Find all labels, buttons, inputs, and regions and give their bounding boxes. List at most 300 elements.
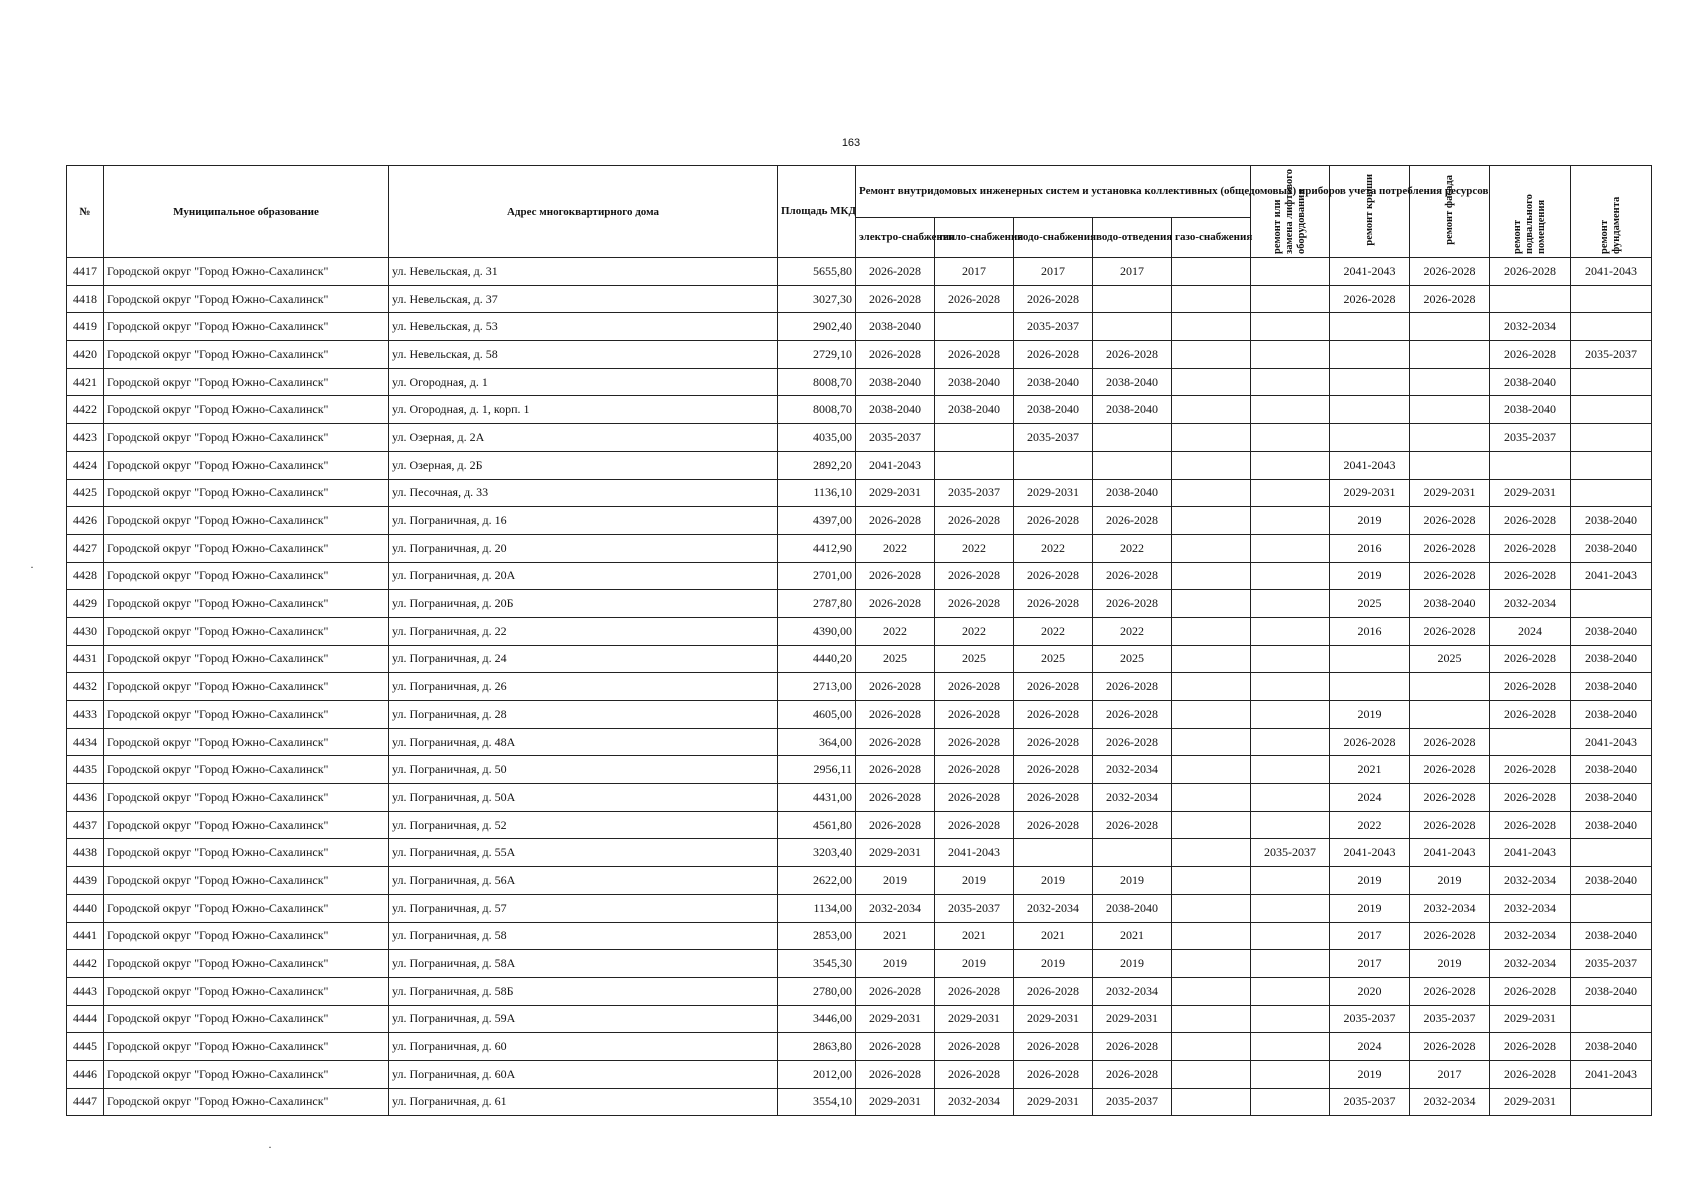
cell-foundation: 2038-2040	[1571, 977, 1652, 1005]
cell-heat: 2026-2028	[935, 811, 1014, 839]
cell-lift	[1251, 285, 1330, 313]
cell-facade: 2026-2028	[1410, 811, 1490, 839]
cell-water: 2026-2028	[1014, 673, 1093, 701]
cell-sewer: 2026-2028	[1093, 1060, 1172, 1088]
cell-gas	[1172, 756, 1251, 784]
cell-basement: 2026-2028	[1490, 341, 1571, 369]
cell-basement	[1490, 285, 1571, 313]
table-row	[67, 784, 1652, 812]
header-address: Адрес многоквартирного дома	[389, 166, 778, 258]
cell-municipality: Городской округ "Город Южно-Сахалинск"	[104, 313, 389, 341]
cell-gas	[1172, 673, 1251, 701]
cell-sewer: 2038-2040	[1093, 368, 1172, 396]
cell-heat: 2032-2034	[935, 1088, 1014, 1116]
cell-electric: 2026-2028	[856, 673, 935, 701]
cell-water: 2035-2037	[1014, 313, 1093, 341]
cell-electric: 2025	[856, 645, 935, 673]
cell-gas	[1172, 562, 1251, 590]
cell-facade	[1410, 673, 1490, 701]
cell-lift	[1251, 756, 1330, 784]
cell-foundation: 2038-2040	[1571, 811, 1652, 839]
cell-sewer: 2026-2028	[1093, 728, 1172, 756]
cell-water	[1014, 839, 1093, 867]
cell-water: 2029-2031	[1014, 1088, 1093, 1116]
cell-area: 2787,80	[778, 590, 856, 618]
cell-water: 2026-2028	[1014, 1033, 1093, 1061]
cell-address: ул. Пограничная, д. 52	[389, 811, 778, 839]
cell-electric: 2038-2040	[856, 396, 935, 424]
cell-foundation: 2041-2043	[1571, 728, 1652, 756]
cell-num: 4436	[67, 784, 104, 812]
cell-gas	[1172, 784, 1251, 812]
cell-basement: 2029-2031	[1490, 1005, 1571, 1033]
cell-sewer: 2022	[1093, 534, 1172, 562]
cell-address: ул. Пограничная, д. 22	[389, 617, 778, 645]
cell-sewer: 2038-2040	[1093, 479, 1172, 507]
cell-gas	[1172, 396, 1251, 424]
cell-area: 4431,00	[778, 784, 856, 812]
cell-facade	[1410, 701, 1490, 729]
cell-num: 4442	[67, 950, 104, 978]
cell-foundation: 2038-2040	[1571, 534, 1652, 562]
cell-num: 4443	[67, 977, 104, 1005]
cell-electric: 2032-2034	[856, 894, 935, 922]
cell-water: 2026-2028	[1014, 701, 1093, 729]
cell-facade: 2026-2028	[1410, 977, 1490, 1005]
cell-water	[1014, 451, 1093, 479]
cell-basement: 2032-2034	[1490, 867, 1571, 895]
cell-heat: 2026-2028	[935, 590, 1014, 618]
cell-foundation	[1571, 313, 1652, 341]
cell-roof: 2019	[1330, 867, 1410, 895]
cell-address: ул. Озерная, д. 2А	[389, 424, 778, 452]
cell-address: ул. Пограничная, д. 55А	[389, 839, 778, 867]
cell-area: 8008,70	[778, 396, 856, 424]
header-basement-label: ремонт подвального помещения	[1512, 194, 1548, 254]
header-facade	[1410, 166, 1490, 258]
cell-gas	[1172, 728, 1251, 756]
cell-foundation	[1571, 1088, 1652, 1116]
table-row	[67, 977, 1652, 1005]
cell-foundation: 2035-2037	[1571, 950, 1652, 978]
scan-speck: ·	[268, 1140, 272, 1154]
cell-heat: 2026-2028	[935, 507, 1014, 535]
cell-heat: 2017	[935, 258, 1014, 286]
cell-foundation: 2038-2040	[1571, 922, 1652, 950]
cell-basement: 2026-2028	[1490, 811, 1571, 839]
cell-roof: 2026-2028	[1330, 728, 1410, 756]
cell-heat: 2038-2040	[935, 368, 1014, 396]
cell-water: 2022	[1014, 617, 1093, 645]
cell-heat: 2029-2031	[935, 1005, 1014, 1033]
header-foundation-label: ремонт фундамента	[1599, 196, 1623, 254]
cell-municipality: Городской округ "Город Южно-Сахалинск"	[104, 756, 389, 784]
cell-lift	[1251, 368, 1330, 396]
cell-gas	[1172, 1060, 1251, 1088]
cell-area: 4412,90	[778, 534, 856, 562]
cell-municipality: Городской округ "Город Южно-Сахалинск"	[104, 1005, 389, 1033]
cell-address: ул. Невельская, д. 58	[389, 341, 778, 369]
header-roof-label: ремонт крыши	[1363, 174, 1375, 246]
cell-lift	[1251, 673, 1330, 701]
cell-roof: 2016	[1330, 534, 1410, 562]
cell-basement: 2026-2028	[1490, 507, 1571, 535]
table-row	[67, 756, 1652, 784]
cell-num: 4434	[67, 728, 104, 756]
cell-lift	[1251, 258, 1330, 286]
table-row	[67, 368, 1652, 396]
cell-area: 4397,00	[778, 507, 856, 535]
cell-roof: 2019	[1330, 507, 1410, 535]
cell-sewer: 2029-2031	[1093, 1005, 1172, 1033]
cell-electric: 2035-2037	[856, 424, 935, 452]
cell-area: 2956,11	[778, 756, 856, 784]
cell-roof: 2020	[1330, 977, 1410, 1005]
cell-basement: 2026-2028	[1490, 1033, 1571, 1061]
cell-electric: 2026-2028	[856, 562, 935, 590]
cell-lift	[1251, 894, 1330, 922]
table-row	[67, 396, 1652, 424]
header-municipality: Муниципальное образование	[104, 166, 389, 258]
cell-water: 2019	[1014, 867, 1093, 895]
cell-municipality: Городской округ "Город Южно-Сахалинск"	[104, 1060, 389, 1088]
table-row	[67, 451, 1652, 479]
cell-roof	[1330, 368, 1410, 396]
cell-roof: 2024	[1330, 784, 1410, 812]
cell-area: 2863,80	[778, 1033, 856, 1061]
cell-area: 1134,00	[778, 894, 856, 922]
cell-sewer: 2038-2040	[1093, 894, 1172, 922]
page-number: 163	[841, 137, 861, 149]
cell-facade: 2032-2034	[1410, 1088, 1490, 1116]
cell-roof: 2021	[1330, 756, 1410, 784]
cell-address: ул. Пограничная, д. 60А	[389, 1060, 778, 1088]
cell-sewer	[1093, 424, 1172, 452]
cell-gas	[1172, 285, 1251, 313]
cell-roof	[1330, 313, 1410, 341]
cell-basement: 2032-2034	[1490, 313, 1571, 341]
cell-area: 5655,80	[778, 258, 856, 286]
cell-water: 2021	[1014, 922, 1093, 950]
cell-gas	[1172, 451, 1251, 479]
cell-electric: 2026-2028	[856, 341, 935, 369]
cell-sewer: 2032-2034	[1093, 756, 1172, 784]
cell-electric: 2022	[856, 534, 935, 562]
cell-heat: 2026-2028	[935, 784, 1014, 812]
cell-address: ул. Пограничная, д. 20	[389, 534, 778, 562]
table-row	[67, 673, 1652, 701]
table-row	[67, 313, 1652, 341]
cell-heat: 2022	[935, 534, 1014, 562]
cell-area: 2701,00	[778, 562, 856, 590]
table-row	[67, 701, 1652, 729]
cell-gas	[1172, 617, 1251, 645]
cell-sewer	[1093, 451, 1172, 479]
table-row	[67, 507, 1652, 535]
cell-basement	[1490, 451, 1571, 479]
cell-roof: 2035-2037	[1330, 1088, 1410, 1116]
cell-num: 4427	[67, 534, 104, 562]
cell-sewer: 2026-2028	[1093, 507, 1172, 535]
cell-lift	[1251, 562, 1330, 590]
cell-water: 2026-2028	[1014, 756, 1093, 784]
cell-water: 2026-2028	[1014, 285, 1093, 313]
header-basement	[1490, 166, 1571, 258]
cell-roof: 2019	[1330, 1060, 1410, 1088]
cell-basement: 2026-2028	[1490, 562, 1571, 590]
cell-heat: 2026-2028	[935, 977, 1014, 1005]
cell-municipality: Городской округ "Город Южно-Сахалинск"	[104, 534, 389, 562]
cell-heat: 2019	[935, 950, 1014, 978]
cell-basement: 2026-2028	[1490, 977, 1571, 1005]
cell-heat: 2026-2028	[935, 562, 1014, 590]
cell-roof: 2041-2043	[1330, 451, 1410, 479]
cell-num: 4426	[67, 507, 104, 535]
cell-electric: 2026-2028	[856, 728, 935, 756]
cell-num: 4428	[67, 562, 104, 590]
cell-area: 3027,30	[778, 285, 856, 313]
cell-area: 3545,30	[778, 950, 856, 978]
cell-electric: 2026-2028	[856, 1060, 935, 1088]
header-gas: газо-снабжения	[1172, 218, 1251, 258]
cell-municipality: Городской округ "Город Южно-Сахалинск"	[104, 507, 389, 535]
cell-num: 4420	[67, 341, 104, 369]
cell-num: 4445	[67, 1033, 104, 1061]
cell-address: ул. Огородная, д. 1, корп. 1	[389, 396, 778, 424]
table-row	[67, 285, 1652, 313]
cell-electric: 2029-2031	[856, 839, 935, 867]
cell-area: 2713,00	[778, 673, 856, 701]
cell-water: 2026-2028	[1014, 562, 1093, 590]
cell-lift	[1251, 341, 1330, 369]
cell-lift	[1251, 922, 1330, 950]
table-row	[67, 1005, 1652, 1033]
cell-num: 4440	[67, 894, 104, 922]
cell-sewer: 2035-2037	[1093, 1088, 1172, 1116]
scan-speck: ·	[30, 560, 34, 574]
cell-area: 3554,10	[778, 1088, 856, 1116]
cell-gas	[1172, 867, 1251, 895]
cell-roof: 2019	[1330, 701, 1410, 729]
cell-facade: 2026-2028	[1410, 756, 1490, 784]
cell-foundation	[1571, 396, 1652, 424]
cell-facade: 2035-2037	[1410, 1005, 1490, 1033]
cell-water: 2029-2031	[1014, 479, 1093, 507]
cell-address: ул. Невельская, д. 31	[389, 258, 778, 286]
cell-num: 4417	[67, 258, 104, 286]
cell-roof: 2019	[1330, 562, 1410, 590]
cell-water: 2026-2028	[1014, 728, 1093, 756]
cell-gas	[1172, 1088, 1251, 1116]
cell-facade: 2026-2028	[1410, 922, 1490, 950]
cell-facade	[1410, 424, 1490, 452]
cell-lift	[1251, 590, 1330, 618]
cell-municipality: Городской округ "Город Южно-Сахалинск"	[104, 784, 389, 812]
cell-sewer: 2017	[1093, 258, 1172, 286]
cell-basement: 2032-2034	[1490, 922, 1571, 950]
cell-facade: 2029-2031	[1410, 479, 1490, 507]
header-sewer: водо-отведения	[1093, 218, 1172, 258]
cell-num: 4429	[67, 590, 104, 618]
cell-num: 4418	[67, 285, 104, 313]
table-header	[67, 166, 1652, 258]
cell-heat: 2041-2043	[935, 839, 1014, 867]
cell-electric: 2029-2031	[856, 1088, 935, 1116]
cell-sewer: 2022	[1093, 617, 1172, 645]
cell-lift	[1251, 424, 1330, 452]
cell-gas	[1172, 701, 1251, 729]
cell-water: 2038-2040	[1014, 396, 1093, 424]
cell-electric: 2029-2031	[856, 1005, 935, 1033]
cell-basement: 2038-2040	[1490, 368, 1571, 396]
cell-roof: 2035-2037	[1330, 1005, 1410, 1033]
cell-electric: 2019	[856, 950, 935, 978]
table-row	[67, 258, 1652, 286]
cell-municipality: Городской округ "Город Южно-Сахалинск"	[104, 396, 389, 424]
cell-sewer	[1093, 839, 1172, 867]
table-row	[67, 728, 1652, 756]
cell-municipality: Городской округ "Город Южно-Сахалинск"	[104, 590, 389, 618]
cell-facade: 2026-2028	[1410, 534, 1490, 562]
cell-gas	[1172, 313, 1251, 341]
cell-heat	[935, 451, 1014, 479]
cell-lift	[1251, 1060, 1330, 1088]
cell-basement: 2026-2028	[1490, 1060, 1571, 1088]
header-heat: тепло-снабжения	[935, 218, 1014, 258]
cell-heat: 2022	[935, 617, 1014, 645]
header-facade-label: ремонт фасада	[1443, 175, 1455, 245]
cell-lift	[1251, 534, 1330, 562]
cell-water: 2029-2031	[1014, 1005, 1093, 1033]
table-body	[67, 258, 1652, 1116]
cell-foundation	[1571, 479, 1652, 507]
header-lift-label: ремонт или замена лифтового оборудования	[1272, 168, 1308, 254]
table-row	[67, 894, 1652, 922]
cell-facade	[1410, 341, 1490, 369]
cell-basement: 2032-2034	[1490, 590, 1571, 618]
cell-address: ул. Пограничная, д. 58А	[389, 950, 778, 978]
cell-gas	[1172, 507, 1251, 535]
cell-municipality: Городской округ "Город Южно-Сахалинск"	[104, 368, 389, 396]
cell-basement: 2029-2031	[1490, 1088, 1571, 1116]
cell-heat	[935, 424, 1014, 452]
cell-roof: 2017	[1330, 922, 1410, 950]
repair-schedule-table	[66, 165, 1652, 1116]
cell-address: ул. Невельская, д. 37	[389, 285, 778, 313]
cell-sewer: 2026-2028	[1093, 341, 1172, 369]
cell-area: 8008,70	[778, 368, 856, 396]
cell-foundation: 2038-2040	[1571, 867, 1652, 895]
cell-sewer: 2019	[1093, 950, 1172, 978]
cell-municipality: Городской округ "Город Южно-Сахалинск"	[104, 811, 389, 839]
cell-address: ул. Пограничная, д. 61	[389, 1088, 778, 1116]
cell-heat	[935, 313, 1014, 341]
cell-facade: 2041-2043	[1410, 839, 1490, 867]
cell-num: 4435	[67, 756, 104, 784]
cell-basement: 2026-2028	[1490, 673, 1571, 701]
cell-electric: 2026-2028	[856, 590, 935, 618]
cell-heat: 2026-2028	[935, 1060, 1014, 1088]
cell-area: 2729,10	[778, 341, 856, 369]
cell-sewer: 2021	[1093, 922, 1172, 950]
cell-gas	[1172, 645, 1251, 673]
cell-area: 2780,00	[778, 977, 856, 1005]
cell-electric: 2026-2028	[856, 258, 935, 286]
cell-roof: 2024	[1330, 1033, 1410, 1061]
cell-num: 4424	[67, 451, 104, 479]
cell-basement: 2032-2034	[1490, 950, 1571, 978]
cell-foundation: 2038-2040	[1571, 701, 1652, 729]
cell-gas	[1172, 922, 1251, 950]
cell-area: 4035,00	[778, 424, 856, 452]
table-row	[67, 1060, 1652, 1088]
cell-municipality: Городской округ "Город Южно-Сахалинск"	[104, 285, 389, 313]
cell-lift	[1251, 396, 1330, 424]
cell-area: 364,00	[778, 728, 856, 756]
cell-water: 2026-2028	[1014, 507, 1093, 535]
cell-lift: 2035-2037	[1251, 839, 1330, 867]
cell-electric: 2038-2040	[856, 313, 935, 341]
cell-electric: 2038-2040	[856, 368, 935, 396]
cell-heat: 2026-2028	[935, 673, 1014, 701]
cell-foundation: 2041-2043	[1571, 258, 1652, 286]
cell-address: ул. Пограничная, д. 20А	[389, 562, 778, 590]
cell-lift	[1251, 451, 1330, 479]
cell-municipality: Городской округ "Город Южно-Сахалинск"	[104, 950, 389, 978]
cell-lift	[1251, 784, 1330, 812]
cell-municipality: Городской округ "Город Южно-Сахалинск"	[104, 451, 389, 479]
cell-address: ул. Огородная, д. 1	[389, 368, 778, 396]
cell-municipality: Городской округ "Город Южно-Сахалинск"	[104, 922, 389, 950]
cell-num: 4432	[67, 673, 104, 701]
cell-address: ул. Пограничная, д. 50	[389, 756, 778, 784]
table-row	[67, 341, 1652, 369]
cell-roof: 2025	[1330, 590, 1410, 618]
cell-foundation	[1571, 451, 1652, 479]
cell-address: ул. Пограничная, д. 20Б	[389, 590, 778, 618]
cell-water: 2017	[1014, 258, 1093, 286]
cell-electric: 2026-2028	[856, 1033, 935, 1061]
cell-foundation: 2038-2040	[1571, 756, 1652, 784]
cell-electric: 2021	[856, 922, 935, 950]
cell-roof	[1330, 645, 1410, 673]
cell-basement: 2026-2028	[1490, 534, 1571, 562]
cell-gas	[1172, 1033, 1251, 1061]
cell-lift	[1251, 313, 1330, 341]
cell-address: ул. Пограничная, д. 24	[389, 645, 778, 673]
cell-facade	[1410, 396, 1490, 424]
cell-foundation	[1571, 285, 1652, 313]
header-area: Площадь МКД	[778, 166, 856, 258]
cell-foundation: 2038-2040	[1571, 784, 1652, 812]
table-row	[67, 950, 1652, 978]
cell-heat: 2026-2028	[935, 728, 1014, 756]
cell-municipality: Городской округ "Город Южно-Сахалинск"	[104, 839, 389, 867]
cell-water: 2026-2028	[1014, 341, 1093, 369]
cell-num: 4439	[67, 867, 104, 895]
cell-lift	[1251, 645, 1330, 673]
cell-facade: 2026-2028	[1410, 617, 1490, 645]
header-electric: электро-снабжения	[856, 218, 935, 258]
cell-municipality: Городской округ "Город Южно-Сахалинск"	[104, 258, 389, 286]
cell-facade: 2026-2028	[1410, 728, 1490, 756]
cell-foundation	[1571, 839, 1652, 867]
cell-address: ул. Пограничная, д. 59А	[389, 1005, 778, 1033]
cell-lift	[1251, 1033, 1330, 1061]
cell-sewer: 2032-2034	[1093, 784, 1172, 812]
cell-municipality: Городской округ "Город Южно-Сахалинск"	[104, 867, 389, 895]
table-row	[67, 645, 1652, 673]
